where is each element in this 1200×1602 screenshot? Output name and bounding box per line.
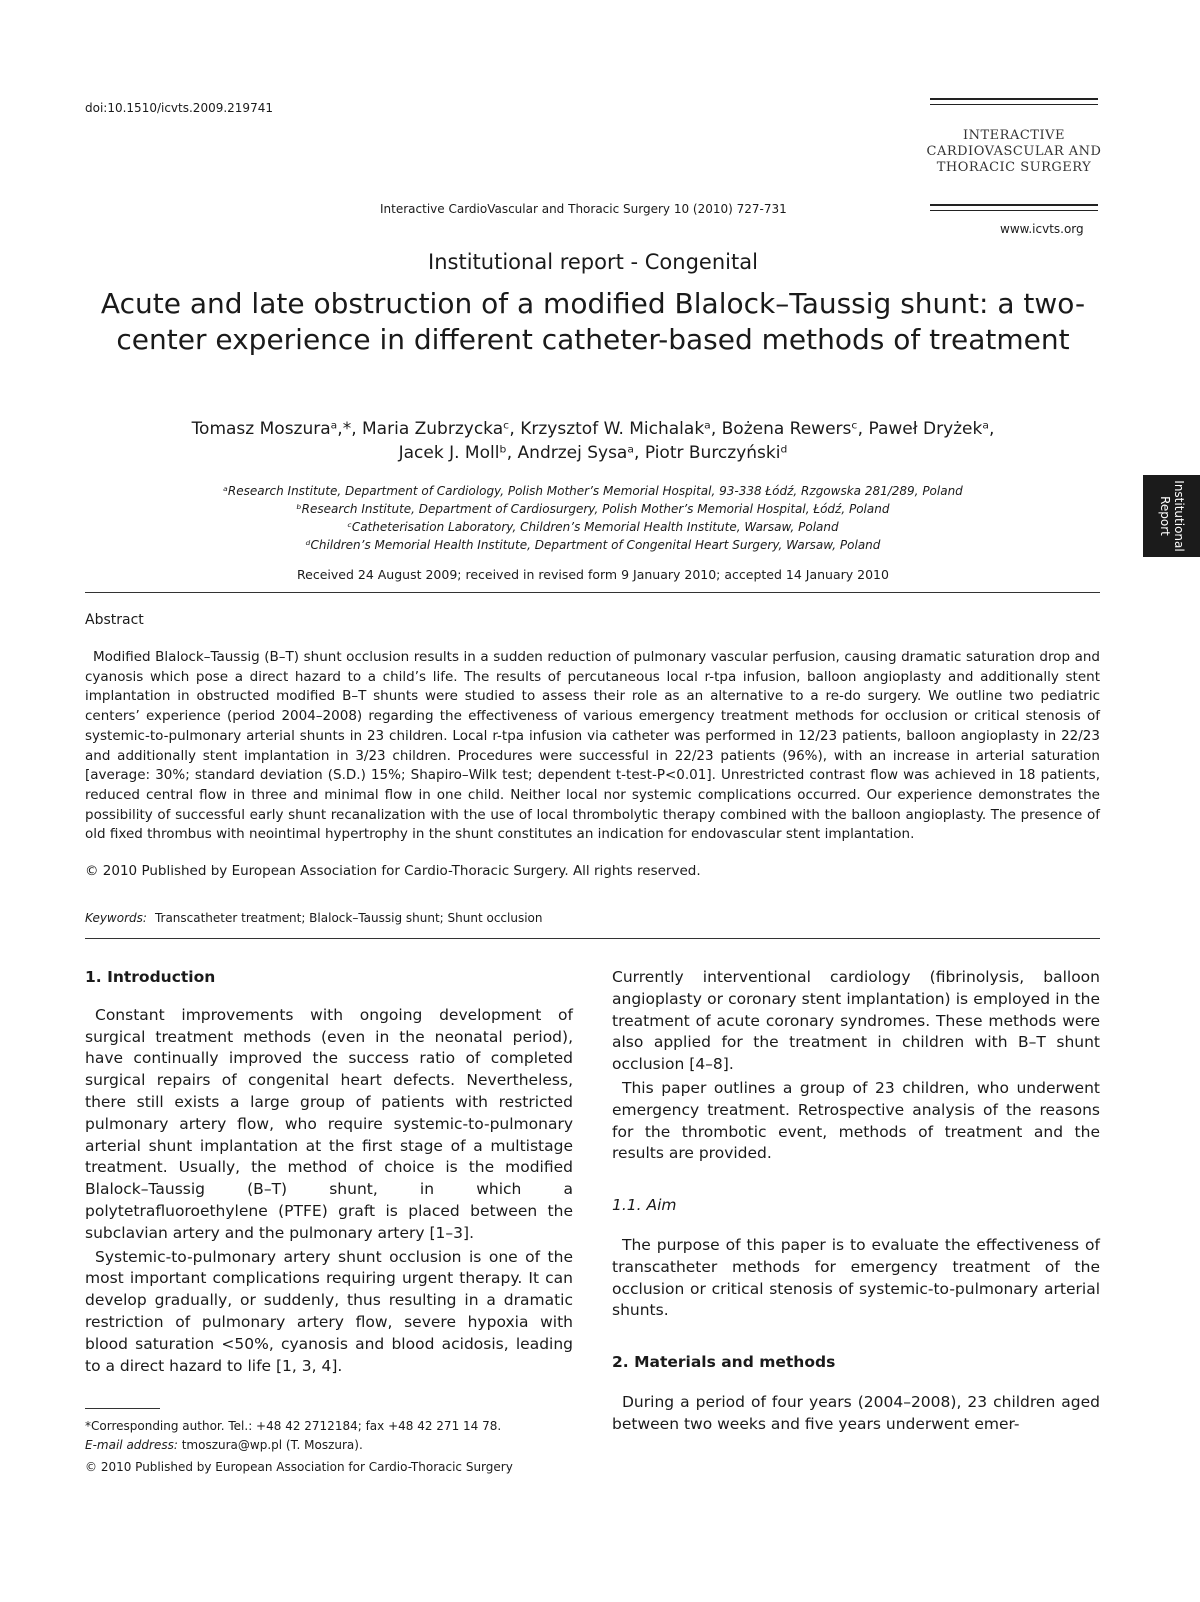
paragraph: Currently interventional cardiology (fibrinolysis, balloon angioplasty or coronary stent implantation) is employed in the treatment of acute coronary syndromes. These methods were also applied for the treatment in children with B–T shunt occlusion [4–8]. (612, 968, 1100, 1074)
paragraph: Systemic-to-pulmonary artery shunt occlusion is one of the most important complications requiring urgent therapy. It can develop gradually, or suddenly, thus resulting in a dramatic restriction of pulmonary artery flow, severe hypoxia with blood saturation <50%, cyanosis and blood acidosis, leading to a direct hazard to life [1, 3, 4]. (85, 1247, 573, 1375)
affiliation: ᵇResearch Institute, Department of Cardiosurgery, Polish Mother’s Memorial Hospital, Łódź, Poland (296, 502, 890, 516)
header-rule (930, 204, 1098, 206)
affiliation: ᶜCatheterisation Laboratory, Children’s Memorial Health Institute, Warsaw, Poland (347, 520, 839, 534)
journal-citation: Interactive CardioVascular and Thoracic Surgery 10 (2010) 727-731 (380, 202, 787, 216)
affiliations (120, 482, 1066, 554)
header-rule (930, 210, 1098, 211)
paragraph: Constant improvements with ongoing development of surgical treatment methods (even in the neonatal period), have continually improved the success ratio of completed surgical repairs of congenital heart defects. Nevertheless, there still exists a large group of patients with restricted pulmonary artery flow, who require systemic-to-pulmonary arterial shunt implantation at the first stage of a multistage treatment. Usually, the method of choice is the modified Blalock–Taussig (B–T) shunt, in which a polytetrafluoroethylene (PTFE) graft is placed between the subclavian artery and the pulmonary artery [1–3]. (85, 1005, 573, 1242)
footnote-corresponding: *Corresponding author. Tel.: +48 42 2712184; fax +48 42 271 14 78. (85, 1419, 502, 1433)
side-tab-label: Report (1157, 496, 1172, 536)
authors (120, 417, 1066, 465)
email-label: E-mail address: (85, 1438, 178, 1452)
affiliation: ᵈChildren’s Memorial Health Institute, Department of Congenital Heart Surgery, Warsaw, Poland (305, 538, 881, 552)
journal-logo-line: CARDIOVASCULAR AND (926, 144, 1102, 159)
affiliation: ᵃResearch Institute, Department of Cardiology, Polish Mother’s Memorial Hospital, 93-338 Łódź, Rzgowska 281/289, Poland (223, 484, 963, 498)
website-link[interactable]: www.icvts.org (1000, 222, 1084, 236)
abstract-heading: Abstract (85, 612, 144, 628)
left-column (85, 967, 573, 1379)
divider (85, 938, 1100, 939)
footnote-copyright: © 2010 Published by European Association for Cardio-Thoracic Surgery (85, 1460, 513, 1474)
keywords-list: Transcatheter treatment; Blalock–Taussig shunt; Shunt occlusion (154, 911, 543, 925)
section-heading: 2. Materials and methods (612, 1353, 836, 1372)
journal-logo (924, 128, 1104, 176)
doi: doi:10.1510/icvts.2009.219741 (85, 101, 273, 115)
abstract-text: Modified Blalock–Taussig (B–T) shunt occlusion results in a sudden reduction of pulmonary vascular perfusion, causing dramatic saturation drop and cyanosis which pose a direct hazard to a child’s life. The results of percutaneous local r-tpa infusion, balloon angioplasty and additionally stent implantation in obstructed modified B–T shunts were studied to assess their role as an alternative to a re-do surgery. We outline two pediatric centers’ experience (period 2004–2008) regarding the effectiveness of various emergency treatment methods for occlusion or critical stenosis of systemic-to-pulmonary arterial shunts in 23 children. Local r-tpa infusion via catheter was performed in 12/23 patients, balloon angioplasty in 22/23 and additionally stent implantation in 3/23 children. Procedures were successful in 22/23 patients (96%), with an increase in arterial saturation [average: 30%; standard deviation (S.D.) 15%; Shapiro–Wilk test; dependent t-test-P<0.01]. Unrestricted contrast flow was achieved in 18 patients, reduced central flow in three and minimal flow in one child. Neither local nor systemic complications occurred. Our experience demonstrates the possibility of successful early shunt recanalization with the use of local thrombolytic therapy combined with the balloon angioplasty. The presence of old fixed thrombus with neointimal hypertrophy in the shunt constitutes an indication for endovascular stent implantation. (85, 649, 1100, 843)
email-address[interactable]: tmoszura@wp.pl (T. Moszura). (181, 1438, 363, 1452)
abstract-copyright: © 2010 Published by European Association for Cardio-Thoracic Surgery. All rights reserved. (85, 863, 701, 879)
keywords (85, 911, 543, 925)
divider (85, 592, 1100, 593)
right-column (612, 967, 1100, 1438)
paragraph: This paper outlines a group of 23 children, who underwent emergency treatment. Retrospective analysis of the reasons for the thrombotic event, methods of treatment and the results are provided. (612, 1078, 1100, 1163)
header-rule (930, 104, 1098, 105)
journal-logo-line: INTERACTIVE (963, 128, 1065, 143)
keywords-label: Keywords: (85, 911, 147, 925)
received-dates: Received 24 August 2009; received in revised form 9 January 2010; accepted 14 January 2010 (297, 567, 889, 582)
paper-title: Acute and late obstruction of a modified Blalock–Taussig shunt: a two-center experience in different catheter-based methods of treatment (100, 287, 1086, 356)
authors-line: Tomasz Moszuraᵃ,*, Maria Zubrzyckaᶜ, Krzysztof W. Michalakᵃ, Bożena Rewersᶜ, Paweł Dryżekᵃ, (191, 419, 995, 439)
side-tab-label: Institutional (1171, 480, 1186, 552)
subsection-heading: 1.1. Aim (612, 1196, 677, 1215)
section-heading: 1. Introduction (85, 968, 216, 986)
paragraph: The purpose of this paper is to evaluate the effectiveness of transcatheter methods for emergency treatment of the occlusion or critical stenosis of systemic-to-pulmonary arterial shunts. (612, 1235, 1100, 1320)
paragraph: During a period of four years (2004–2008), 23 children aged between two weeks and five years underwent emer- (612, 1392, 1100, 1433)
footnote-email (85, 1437, 363, 1454)
section-label: Institutional report - Congenital (428, 250, 758, 274)
authors-line: Jacek J. Mollᵇ, Andrzej Sysaᵃ, Piotr Burczyńskiᵈ (398, 443, 788, 463)
journal-logo-line: THORACIC SURGERY (936, 160, 1092, 175)
side-tab (1143, 475, 1200, 557)
header-rule (930, 98, 1098, 100)
footnote-rule (85, 1408, 160, 1409)
